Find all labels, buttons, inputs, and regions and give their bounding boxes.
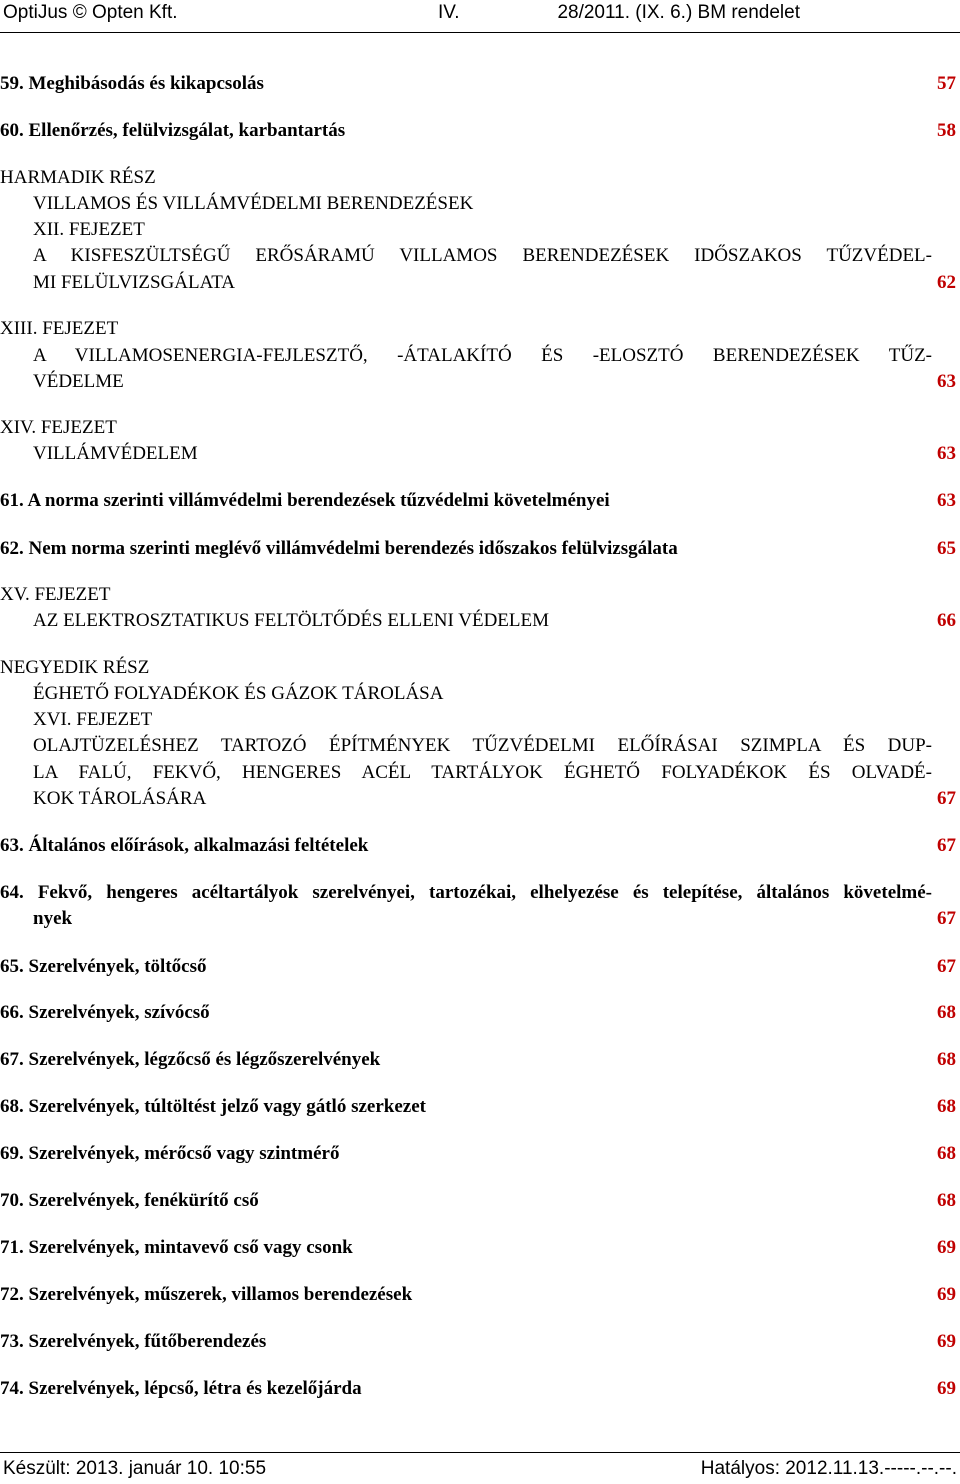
toc-page-59[interactable]: 57 [937, 73, 956, 94]
toc-page-73[interactable]: 69 [937, 1331, 956, 1352]
toc-entry-74[interactable]: 74. Szerelvények, lépcső, létra és kezelőjárda [0, 1378, 362, 1399]
chapter-title-16-line-3[interactable]: KOK TÁROLÁSÁRA [33, 788, 207, 809]
chapter-heading-16[interactable]: XVI. FEJEZET [33, 709, 153, 730]
toc-page-chapter-13[interactable]: 63 [937, 371, 956, 392]
chapter-title-14[interactable]: VILLÁMVÉDELEM [33, 443, 198, 464]
chapter-title-15[interactable]: AZ ELEKTROSZTATIKUS FELTÖLTŐDÉS ELLENI VÉDELEM [33, 610, 550, 631]
toc-entry-64-line-1[interactable]: 64. Fekvő, hengeres acéltartályok szerelvényei, tartozékai, elhelyezése és telepítése, általános követelmé- [0, 882, 932, 903]
header-divider [0, 32, 960, 33]
toc-entry-59[interactable]: 59. Meghibásodás és kikapcsolás [0, 73, 264, 94]
toc-entry-63[interactable]: 63. Általános előírások, alkalmazási feltételek [0, 835, 369, 856]
toc-page-65[interactable]: 67 [937, 956, 956, 977]
chapter-heading-15[interactable]: XV. FEJEZET [0, 584, 111, 605]
chapter-title-16-line-2[interactable]: LA FALÚ, FEKVŐ, HENGERES ACÉL TARTÁLYOK ÉGHETŐ FOLYADÉKOK ÉS OLVADÉ- [33, 762, 932, 783]
toc-entry-61[interactable]: 61. A norma szerinti villámvédelmi berendezések tűzvédelmi követelményei [0, 490, 610, 511]
toc-entry-69[interactable]: 69. Szerelvények, mérőcső vagy szintmérő [0, 1143, 340, 1164]
toc-page-chapter-16[interactable]: 67 [937, 788, 956, 809]
toc-entry-70[interactable]: 70. Szerelvények, fenékürítő cső [0, 1190, 259, 1211]
toc-entry-66[interactable]: 66. Szerelvények, szívócső [0, 1002, 210, 1023]
toc-page-63[interactable]: 67 [937, 835, 956, 856]
part-title-3[interactable]: VILLAMOS ÉS VILLÁMVÉDELMI BERENDEZÉSEK [33, 193, 474, 214]
page-header [0, 0, 960, 30]
toc-page-71[interactable]: 69 [937, 1237, 956, 1258]
toc-page-chapter-12[interactable]: 62 [937, 272, 956, 293]
toc-entry-60[interactable]: 60. Ellenőrzés, felülvizsgálat, karbantartás [0, 120, 346, 141]
chapter-title-13-line-1[interactable]: A VILLAMOSENERGIA-FEJLESZTŐ, -ÁTALAKÍTÓ ÉS -ELOSZTÓ BERENDEZÉSEK TŰZ- [33, 345, 932, 366]
effective-date: Hatályos: 2012.11.13.-----.--.--. [700, 1458, 957, 1479]
chapter-heading-14[interactable]: XIV. FEJEZET [0, 417, 117, 438]
publisher-label: OptiJus © Opten Kft. [3, 2, 178, 23]
chapter-heading-12[interactable]: XII. FEJEZET [33, 219, 145, 240]
chapter-title-12-line-2[interactable]: MI FELÜLVIZSGÁLATA [33, 272, 236, 293]
toc-page-60[interactable]: 58 [937, 120, 956, 141]
toc-page-70[interactable]: 68 [937, 1190, 956, 1211]
toc-page-69[interactable]: 68 [937, 1143, 956, 1164]
toc-entry-73[interactable]: 73. Szerelvények, fűtőberendezés [0, 1331, 267, 1352]
toc-entry-65[interactable]: 65. Szerelvények, töltőcső [0, 956, 207, 977]
toc-page-66[interactable]: 68 [937, 1002, 956, 1023]
part-title-4[interactable]: ÉGHETŐ FOLYADÉKOK ÉS GÁZOK TÁROLÁSA [33, 683, 444, 704]
toc-page-chapter-14[interactable]: 63 [937, 443, 956, 464]
toc-page-74[interactable]: 69 [937, 1378, 956, 1399]
toc-page-62[interactable]: 65 [937, 538, 956, 559]
toc-entry-68[interactable]: 68. Szerelvények, túltöltést jelző vagy gátló szerkezet [0, 1096, 426, 1117]
toc-page-64[interactable]: 67 [937, 908, 956, 929]
chapter-title-13-line-2[interactable]: VÉDELME [33, 371, 124, 392]
chapter-heading-13[interactable]: XIII. FEJEZET [0, 318, 119, 339]
decree-label: 28/2011. (IX. 6.) BM rendelet [557, 2, 800, 23]
chapter-title-12-line-1[interactable]: A KISFESZÜLTSÉGŰ ERŐSÁRAMÚ VILLAMOS BERENDEZÉSEK IDŐSZAKOS TŰZVÉDEL- [33, 245, 932, 266]
toc-entry-64-line-2[interactable]: nyek [33, 908, 73, 929]
toc-entry-67[interactable]: 67. Szerelvények, légzőcső és légzőszerelvények [0, 1049, 381, 1070]
footer-divider [0, 1452, 960, 1453]
created-timestamp: Készült: 2013. január 10. 10:55 [3, 1458, 267, 1479]
part-heading-3[interactable]: HARMADIK RÉSZ [0, 167, 156, 188]
toc-entry-71[interactable]: 71. Szerelvények, mintavevő cső vagy csonk [0, 1237, 353, 1258]
toc-page-67[interactable]: 68 [937, 1049, 956, 1070]
toc-page-chapter-15[interactable]: 66 [937, 610, 956, 631]
toc-entry-62[interactable]: 62. Nem norma szerinti meglévő villámvédelmi berendezés időszakos felülvizsgálata [0, 538, 678, 559]
toc-page-68[interactable]: 68 [937, 1096, 956, 1117]
part-label: IV. [438, 2, 460, 23]
chapter-title-16-line-1[interactable]: OLAJTÜZELÉSHEZ TARTOZÓ ÉPÍTMÉNYEK TŰZVÉDELMI ELŐÍRÁSAI SZIMPLA ÉS DUP- [33, 735, 932, 756]
toc-entry-72[interactable]: 72. Szerelvények, műszerek, villamos berendezések [0, 1284, 413, 1305]
part-heading-4[interactable]: NEGYEDIK RÉSZ [0, 657, 150, 678]
toc-page-72[interactable]: 69 [937, 1284, 956, 1305]
toc-page-61[interactable]: 63 [937, 490, 956, 511]
